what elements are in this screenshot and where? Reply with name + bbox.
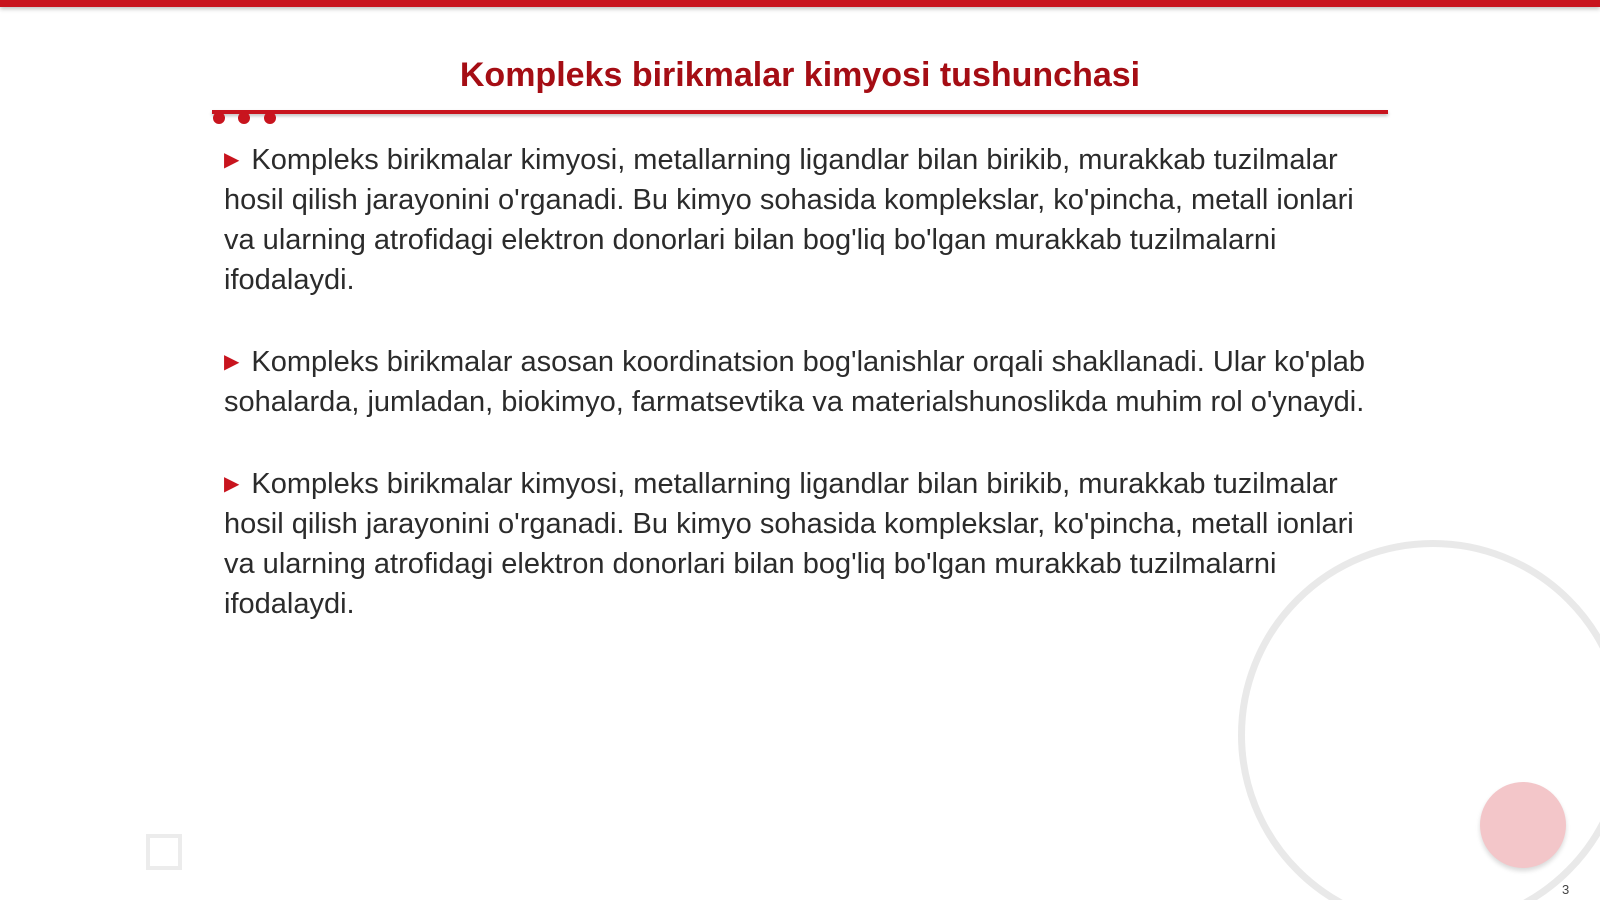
decorative-dot-2 bbox=[238, 112, 250, 124]
bullet-item-2 bbox=[224, 342, 1384, 422]
bullet-item-1 bbox=[224, 140, 1384, 300]
title-underline bbox=[212, 110, 1388, 114]
top-accent-bar bbox=[0, 0, 1600, 7]
bullet-item-3 bbox=[224, 464, 1384, 624]
decorative-circle-filled bbox=[1480, 782, 1566, 868]
bullet-list bbox=[224, 140, 1384, 666]
triangle-bullet-icon: ▶ bbox=[224, 473, 240, 495]
page-number: 3 bbox=[1562, 882, 1570, 897]
triangle-bullet-icon: ▶ bbox=[224, 149, 240, 171]
decorative-dot-1 bbox=[213, 112, 225, 124]
slide-title: Kompleks birikmalar kimyosi tushunchasi bbox=[459, 56, 1141, 94]
bullet-text: Kompleks birikmalar asosan koordinatsion bog'lanishlar orqali shakllanadi. Ular ko'plab sohalarda, jumladan, biokimyo, farmatsevtika va materialshunoslikda muhim rol o'ynaydi. bbox=[224, 346, 1366, 418]
decorative-dot-3 bbox=[264, 112, 276, 124]
decorative-square-outline bbox=[146, 834, 182, 870]
triangle-bullet-icon: ▶ bbox=[224, 351, 240, 373]
bullet-text: Kompleks birikmalar kimyosi, metallarning ligandlar bilan birikib, murakkab tuzilmalar hosil qilish jarayonini o'rganadi. Bu kimyo sohasida komplekslar, ko'pincha, metall ionlari va ularning atrofidagi elektron donorlari bilan bog'liq bo'lgan murakkab tuzilmalarni ifodalaydi. bbox=[224, 144, 1354, 296]
bullet-text: Kompleks birikmalar kimyosi, metallarning ligandlar bilan birikib, murakkab tuzilmalar hosil qilish jarayonini o'rganadi. Bu kimyo sohasida komplekslar, ko'pincha, metall ionlari va ularning atrofidagi elektron donorlari bilan bog'liq bo'lgan murakkab tuzilmalarni ifodalaydi. bbox=[224, 468, 1354, 620]
